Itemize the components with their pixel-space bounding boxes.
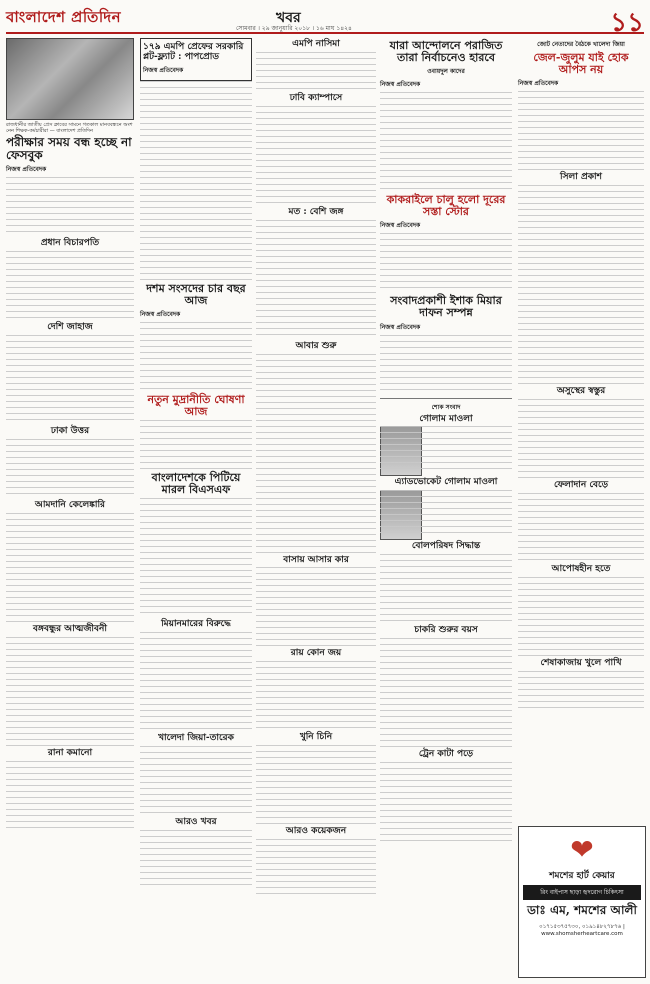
article-body [380,335,512,395]
kicker: জোট নেতাদের বৈঠকে খালেদা জিয়া [537,41,625,48]
divider [380,398,512,399]
subheadline: বোলপরিষদ সিদ্ধান্ত [411,541,481,552]
obituary-name: এ্যাডভোকেট গোলাম মাওলা [394,477,498,488]
article-body [518,399,644,479]
headline: দশম সংসদের চার বছর আজ [146,281,246,307]
article-body [140,830,252,890]
ad-tagline: রিং বাইপাস ছাড়া হৃদরোগ চিকিৎসা [523,885,641,900]
byline: নিজস্ব প্রতিবেদক [6,166,47,174]
article-body [380,762,512,842]
column-1 [6,38,134,831]
byline: নিজস্ব প্রতিবেদক [380,222,421,230]
subheadline: এমপি নাসিমা [292,39,340,49]
subheadline: বঙ্গবন্ধুর আত্মজীবনী [33,623,107,634]
masthead [6,6,644,38]
article-body [140,498,252,618]
heart-icon: ❤ [570,833,594,866]
subheadline: আরও খবর [175,817,217,828]
subheadline: ট্রেন কাটা পড়ে [418,749,474,760]
article-body [256,106,376,206]
subheadline: ঢাকা উত্তর [50,426,90,437]
article-body [140,420,252,470]
article-body [6,439,134,499]
headline: কাকরাইলে চালু হলো দূরের সস্তা স্টোর [386,193,506,219]
page-number: ১১ [610,8,644,38]
article-body [140,746,252,816]
article-body [518,671,644,711]
byline: নিজস্ব প্রতিবেদক [380,323,421,331]
headline: সংবাদপ্রকাশী ইশাক মিয়ার দাফন সম্পন্ন [390,294,502,320]
byline: নিজস্ব প্রতিবেদক [143,66,184,74]
article-body [518,91,644,171]
byline: নিজস্ব প্রতিবেদক [140,310,181,318]
subheadline: আপোষহীন হতে [551,563,611,574]
article-body [256,354,376,554]
obituary-block [380,490,512,540]
section-title: খবর [276,10,301,26]
article-body [140,632,252,732]
article-body [6,761,134,831]
article-body [256,839,376,899]
column-3 [256,38,376,899]
brand-logo: বাংলাদেশ প্রতিদিন [6,8,122,26]
subheadline: রায় কোন জয় [290,648,342,659]
article-body [518,493,644,563]
article-body [6,177,134,237]
article-body [6,335,134,425]
article-body [6,251,134,321]
ad-contact: ০১৭১৫৩৭৫৭৩০, ০১৯১৪৮২৭৮৭৬ | www.shomsherheartcare.com [539,924,625,937]
subheadline: খুনি চিনি [299,732,333,743]
headline: বাংলাদেশকে পিটিয়ে মারল বিএসএফ [151,471,241,497]
ad-doctor-name: ডাঃ এম, শমশের আলী [527,903,637,917]
subheadline: শেষাকাজায় খুলে পাখি [540,657,622,668]
headline: নতুন মুদ্রানীতি ঘোষণা আজ [147,392,245,419]
article-body [380,490,512,538]
article-body [256,661,376,731]
headline: ১৭৯ এমপি প্রেফের সরকারি প্লট-ফ্ল্যাট : পাপপ্রোড [143,42,244,62]
obituary-label: শোক সংবাদ [431,403,461,411]
article-body [518,185,644,385]
subheadline: ওবায়দুল কাদের [427,68,465,76]
article-body [6,637,134,747]
subheadline: খালেদা জিয়া-তারেক [158,733,234,744]
dateline: সোমবার । ২৯ জানুয়ারি ২০১৮ । ১৬ মাঘ ১৪২৪ [236,25,352,32]
article-body [140,322,252,392]
subheadline: মিয়ানমারের বিরুদ্ধে [161,619,231,630]
subheadline: অসুস্থের স্বস্তুর [556,386,606,397]
photo-caption: রাজধানীর জাতীয় প্রেস ক্লাবের সামনে গতকাল মানববন্ধনে অংশ নেন শিক্ষক-কর্মচারীরা — বাংলাদেশ প্রতিদিন [6,122,133,134]
subheadline: আবার শুরু [295,340,337,351]
byline: নিজস্ব প্রতিবেদক [380,81,421,89]
article-body [380,554,512,624]
subheadline: বাসায় আসার কার [283,554,349,565]
article-body [6,513,134,623]
subheadline: আমদানি কেলেঙ্কারি [35,500,105,511]
subheadline: সিলা প্রকাশ [560,172,602,183]
subheadline: চাকরি শুরুর বয়স [414,625,478,636]
column-4 [380,38,512,842]
article-body [380,92,512,192]
subheadline: প্রধান বিচারপতি [40,238,100,249]
subheadline: মত : বেশি জঙ্গ [288,206,344,217]
article-body [256,745,376,825]
advertisement [518,826,646,978]
subheadline: ফেলাদান বেড়ে [553,479,609,490]
ad-brand-name: শমশের হার্ট কেয়ার [549,871,615,881]
article-body [518,577,644,657]
obituary-block [380,426,512,476]
article-body [140,81,252,281]
column-5 [518,38,644,711]
headline: যারা আন্দোলনে পরাজিত তারা নির্বাচনেও হারবে [389,39,503,65]
headline: জেল-জুলুম যাই হোক আপস নয় [533,51,629,77]
article-body [380,638,512,748]
headline: পরীক্ষার সময় বন্ধ হচ্ছে না ফেসবুক [6,135,132,163]
article-body [256,567,376,647]
article-body [256,52,376,92]
subheadline: দেশি জাহাজ [47,322,93,333]
side-story-box [140,38,252,81]
column-2 [140,38,252,890]
article-body [380,233,512,293]
subheadline: রানা কমানো [47,747,93,758]
subheadline: ঢাবি ক্যাম্পাসে [289,92,343,103]
article-body [256,220,376,340]
obituary-name: গোলাম মাওলা [419,413,473,424]
protest-photo [6,38,134,120]
article-body [380,426,512,474]
byline: নিজস্ব প্রতিবেদক [518,80,559,88]
subheadline: আরও কয়েকজন [285,826,347,837]
